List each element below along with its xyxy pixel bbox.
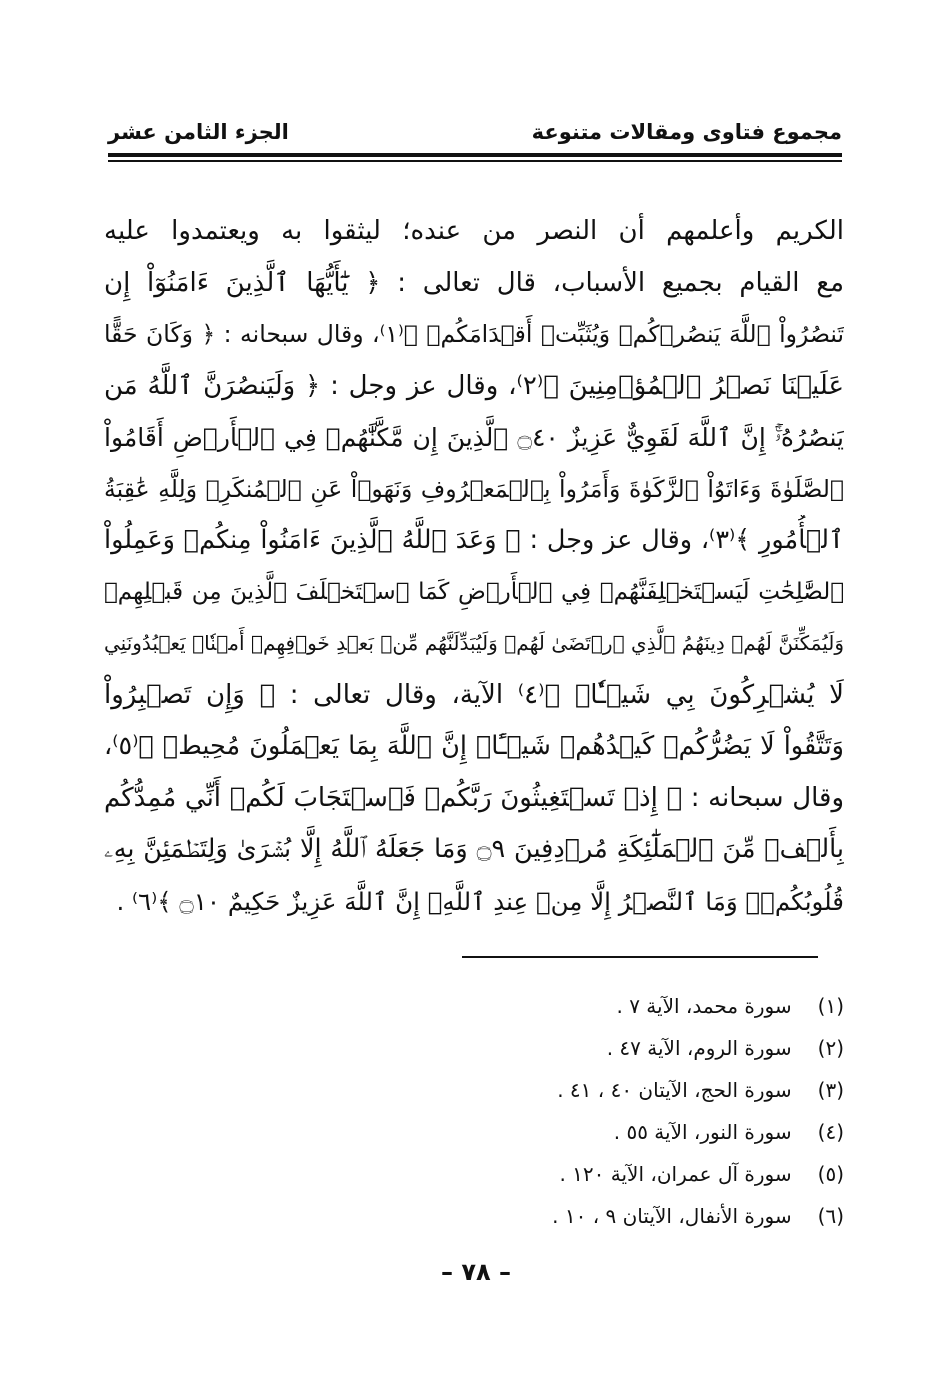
body-text [104,206,844,927]
footnote-item [144,1153,844,1195]
footnote-number: (٦) [817,1204,844,1228]
footnotes [144,985,844,1237]
footnote-item [144,1027,844,1069]
footnote-text: سورة آل عمران، الآية ١٢٠ . [559,1162,792,1186]
running-header [108,120,842,156]
body-line: عَلَيۡنَا نَصۡرُ ٱلۡمُؤۡمِنِينَ ﴾⁽٢⁾، وقال عز وجل : ﴿ وَلَيَنصُرَنَّ ٱللَّهُ مَن [104,370,844,401]
footnote-item [144,1195,844,1237]
footnote-text: سورة الحج، الآيتان ٤٠ ، ٤١ . [557,1078,792,1102]
body-line: ٱلۡأُمُورِ ﴾⁽٣⁾، وقال عز وجل : ﴿ وَعَدَ ٱللَّهُ ٱلَّذِينَ ءَامَنُواْ مِنكُمۡ وَعَمِلُواْ [104,525,844,555]
body-line: الكريم وأعلمهم أن النصر من عنده؛ ليثقوا به ويعتمدوا عليه [104,216,844,246]
body-line: وَتَتَّقُواْ لَا يَضُرُّكُمۡ كَيۡدُهُمۡ شَيۡـًٔاۗ إِنَّ ٱللَّهَ بِمَا يَعۡمَلُونَ مُحِيطٞ ﴾⁽٥⁾، [104,731,844,761]
book-title: مجموع فتاوى ومقالات متنوعة [531,120,842,144]
footnote-number: (٤) [817,1120,844,1144]
body-line: مع القيام بجميع الأسباب، قال تعالى : ﴿ يَٰٓأَيُّهَا ٱلَّذِينَ ءَامَنُوٓاْ إِن [104,267,844,298]
body-line: قُلُوبُكُمۡۚ وَمَا ٱلنَّصۡرُ إِلَّا مِنۡ عِندِ ٱللَّهِۚ إِنَّ ٱللَّهَ عَزِيزٌ حَكِيمٌ ۝١٠ ﴾⁽٦⁾ . [116,886,844,916]
footnote-text: سورة النور، الآية ٥٥ . [613,1120,792,1144]
footnote-text: سورة الروم، الآية ٤٧ . [606,1036,792,1060]
volume-label: الجزء الثامن عشر [108,120,289,144]
body-line: يَنصُرُهُۥٓۚ إِنَّ ٱللَّهَ لَقَوِيٌّ عَزِيزٌ ۝٤٠ ٱلَّذِينَ إِن مَّكَّنَّٰهُمۡ فِي ٱلۡأَرۡضِ أَقَامُواْ [104,423,844,452]
footnote-item [144,1111,844,1153]
body-line: لَا يُشۡرِكُونَ بِي شَيۡـٔٗاۚ ﴾⁽٤⁾ الآية، وقال تعالى : ﴿ وَإِن تَصۡبِرُواْ [104,679,844,710]
footnote-number: (٥) [817,1162,844,1186]
body-line: وقال سبحانه : ﴿ إِذۡ تَسۡتَغِيثُونَ رَبَّكُمۡ فَٱسۡتَجَابَ لَكُمۡ أَنِّي مُمِدُّكُم [104,782,844,813]
header-rule-thin [108,160,842,162]
footnote-text: سورة محمد، الآية ٧ . [616,994,792,1018]
footnote-number: (١) [817,994,844,1018]
body-line: وَلَيُمَكِّنَنَّ لَهُمۡ دِينَهُمُ ٱلَّذِي ٱرۡتَضَىٰ لَهُمۡ وَلَيُبَدِّلَنَّهُم مِّنۢ بَعۡدِ خَوۡفِهِمۡ أَمۡنٗاۚ يَعۡبُدُونَنِي [104,631,844,655]
footnote-item [144,1069,844,1111]
footnote-number: (٣) [817,1078,844,1102]
footnote-item [144,985,844,1027]
footnote-text: سورة الأنفال، الآيتان ٩ ، ١٠ . [552,1204,792,1228]
footnote-separator [462,956,818,958]
header-rule-thick [108,153,842,157]
body-line: ٱلصَّلَوٰةَ وَءَاتَوُاْ ٱلزَّكَوٰةَ وَأَمَرُواْ بِٱلۡمَعۡرُوفِ وَنَهَوۡاْ عَنِ ٱلۡمُنكَرِۗ وَلِلَّهِ عَٰقِبَةُ [104,474,844,503]
page-number: – ٧٨ – [440,1258,511,1286]
footnote-number: (٢) [817,1036,844,1060]
body-line: ٱلصَّٰلِحَٰتِ لَيَسۡتَخۡلِفَنَّهُمۡ فِي ٱلۡأَرۡضِ كَمَا ٱسۡتَخۡلَفَ ٱلَّذِينَ مِن قَبۡلِهِمۡ [104,578,844,605]
body-line: بِأَلۡفٖ مِّنَ ٱلۡمَلَٰٓئِكَةِ مُرۡدِفِينَ ۝٩ وَمَا جَعَلَهُ ٱللَّهُ إِلَّا بُشۡرَىٰ وَلِتَطۡمَئِنَّ بِهِۦ [104,834,844,864]
body-line: تَنصُرُواْ ٱللَّهَ يَنصُرۡكُمۡ وَيُثَبِّتۡ أَقۡدَامَكُمۡ ﴾⁽١⁾، وقال سبحانه : ﴿ وَكَانَ حَقًّا [104,320,844,348]
